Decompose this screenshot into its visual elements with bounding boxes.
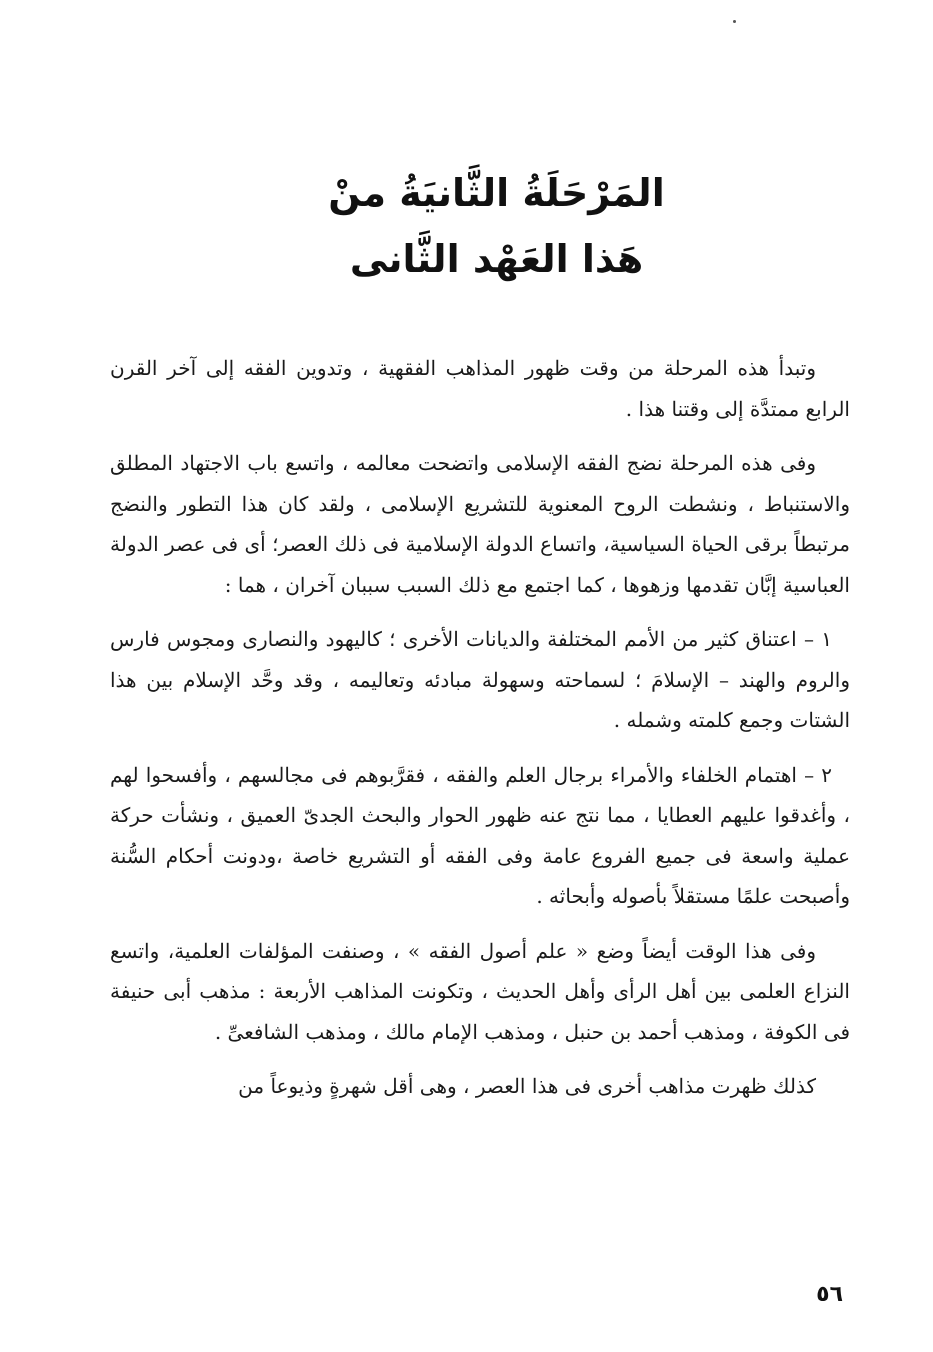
print-speck (733, 20, 736, 23)
paragraph-maturity: وفى هذه المرحلة نضج الفقه الإسلامى واتضحت معالمه ، واتسع باب الاجتهاد المطلق والاستنباط ، ونشطت الروح المعنوية للتشريع الإسلامى ، ولقد كان هذا التطور والنضج مرتبطاً برقى الحياة السياسية، واتساع الدولة الإسلامية فى ذلك العصر؛ أى فى عصر الدولة العباسية إبَّان تقدمها وزهوها ، كما اجتمع مع ذلك السبب سببان آخران ، هما : (110, 451, 850, 597)
paragraph-usul: وفى هذا الوقت أيضاً وضع « علم أصول الفقه » ، وصنفت المؤلفات العلمية، واتسع النزاع العلمى بين أهل الرأى وأهل الحديث ، وتكونت المذاهب الأربعة : مذهب أبى حنيفة فى الكوفة ، ومذهب أحمد بن حنبل ، ومذهب الإمام مالك ، ومذهب الشافعىِّ . (110, 938, 850, 1044)
body-text (110, 348, 850, 1121)
paragraph-other-schools: كذلك ظهرت مذاهب أخرى فى هذا العصر ، وهى أقل شهرةٍ وذيوعاً من (238, 1074, 816, 1098)
chapter-heading (0, 160, 933, 292)
paragraph-reason-1: ١ – اعتناق كثير من الأمم المختلفة والديانات الأخرى ؛ كاليهود والنصارى ومجوس فارس والروم والهند – الإسلامَ ؛ لسماحته وسهولة مبادئه وتعاليمه ، وقد وحَّد الإسلام بين هذا الشتات وجمع كلمته وشمله . (110, 627, 850, 732)
paragraph-reason-2: ٢ – اهتمام الخلفاء والأمراء برجال العلم والفقه ، فقرَّبوهم فى مجالسهم ، وأفسحوا لهم ، وأغدقوا عليهم العطايا ، مما نتج عنه ظهور الحوار والبحث الجدىّ العميق ، ونشأت حركة عملية واسعة فى جميع الفروع عامة وفى الفقه أو التشريع خاصة ،ودونت أحكام السُّنة وأصبحت علمًا مستقلاً بأصوله وأبحاثه . (110, 762, 850, 908)
page-number: ٥٦ (816, 1282, 843, 1307)
paragraph-intro: وتبدأ هذه المرحلة من وقت ظهور المذاهب الفقهية ، وتدوين الفقه إلى آخر القرن الرابع ممتدَّة إلى وقتنا هذا . (110, 356, 850, 421)
heading-line-1: المَرْحَلَةُ الثَّانيَةُ منْ (328, 171, 665, 215)
heading-line-2: هَذا العَهْد الثَّانى (349, 237, 644, 281)
